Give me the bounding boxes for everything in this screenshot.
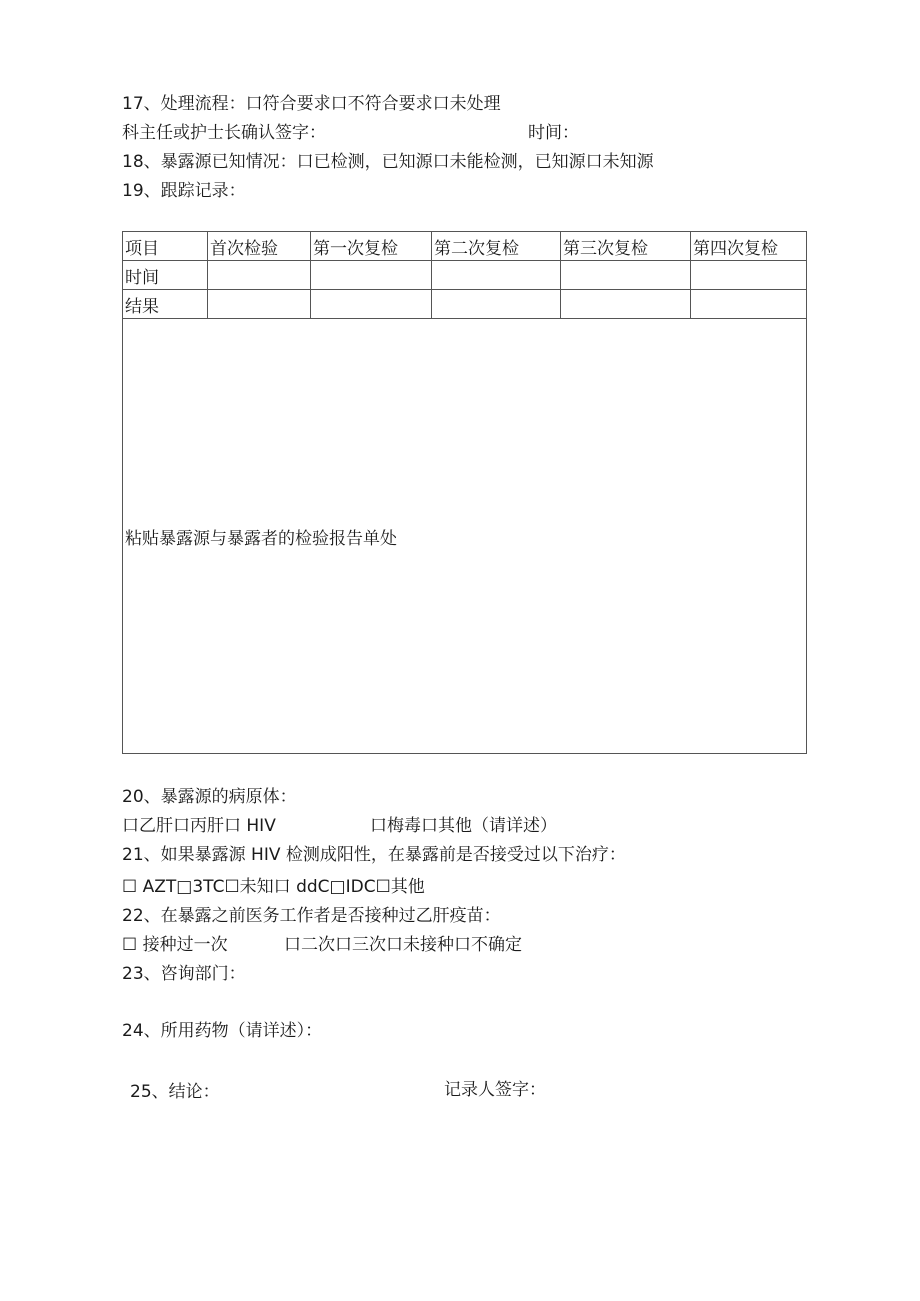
item-23-consult-dept: 23、咨询部门：	[122, 964, 246, 984]
header-retest-3: 第三次复检	[561, 232, 691, 261]
paste-report-area: 粘贴暴露源与暴露者的检验报告单处	[123, 319, 807, 754]
table-cell[interactable]	[208, 261, 311, 290]
table-cell[interactable]	[432, 290, 561, 319]
header-item: 项目	[123, 232, 208, 261]
hiv-treatment-options: ☐ AZT□3TC☐未知口 ddC□IDC☐其他	[122, 877, 425, 897]
vaccine-options-left: ☐ 接种过一次	[122, 935, 228, 955]
table-cell[interactable]	[208, 290, 311, 319]
recorder-signature-label: 记录人签字：	[444, 1080, 546, 1100]
header-first-test: 首次检验	[208, 232, 311, 261]
table-cell[interactable]	[691, 290, 807, 319]
header-retest-2: 第二次复检	[432, 232, 561, 261]
time-label: 时间：	[528, 123, 579, 143]
header-retest-4: 第四次复检	[691, 232, 807, 261]
table-row-time	[123, 261, 807, 290]
item-22-hbv-vaccine: 22、在暴露之前医务工作者是否接种过乙肝疫苗：	[122, 906, 501, 926]
tracking-table	[122, 231, 807, 754]
item-21-hiv-treatment: 21、如果暴露源 HIV 检测成阳性，在暴露前是否接受过以下治疗：	[122, 845, 626, 865]
item-18-source-status: 18、暴露源已知情况：口已检测，已知源口未能检测，已知源口未知源	[122, 152, 654, 172]
table-cell[interactable]	[691, 261, 807, 290]
item-17-processing-flow: 17、处理流程：口符合要求口不符合要求口未处理	[122, 94, 501, 114]
table-cell[interactable]	[311, 290, 432, 319]
table-header-row	[123, 232, 807, 261]
item-24-medication: 24、所用药物（请详述）：	[122, 1021, 323, 1041]
header-retest-1: 第一次复检	[311, 232, 432, 261]
item-20-pathogen: 20、暴露源的病原体：	[122, 787, 297, 807]
table-cell[interactable]	[311, 261, 432, 290]
table-cell[interactable]	[561, 261, 691, 290]
director-signature-label: 科主任或护士长确认签字：	[122, 123, 326, 143]
item-25-conclusion: 25、结论：	[130, 1082, 220, 1102]
table-cell[interactable]	[432, 261, 561, 290]
table-cell[interactable]	[561, 290, 691, 319]
row-label-result: 结果	[123, 290, 208, 319]
item-19-tracking-record: 19、跟踪记录：	[122, 181, 246, 201]
pathogen-options-right: 口梅毒口其他（请详述）	[370, 816, 557, 836]
table-row-paste	[123, 319, 807, 754]
vaccine-options-right: 口二次口三次口未接种口不确定	[284, 935, 522, 955]
row-label-time: 时间	[123, 261, 208, 290]
pathogen-options-left: 口乙肝口丙肝口 HIV	[122, 816, 276, 836]
table-row-result	[123, 290, 807, 319]
